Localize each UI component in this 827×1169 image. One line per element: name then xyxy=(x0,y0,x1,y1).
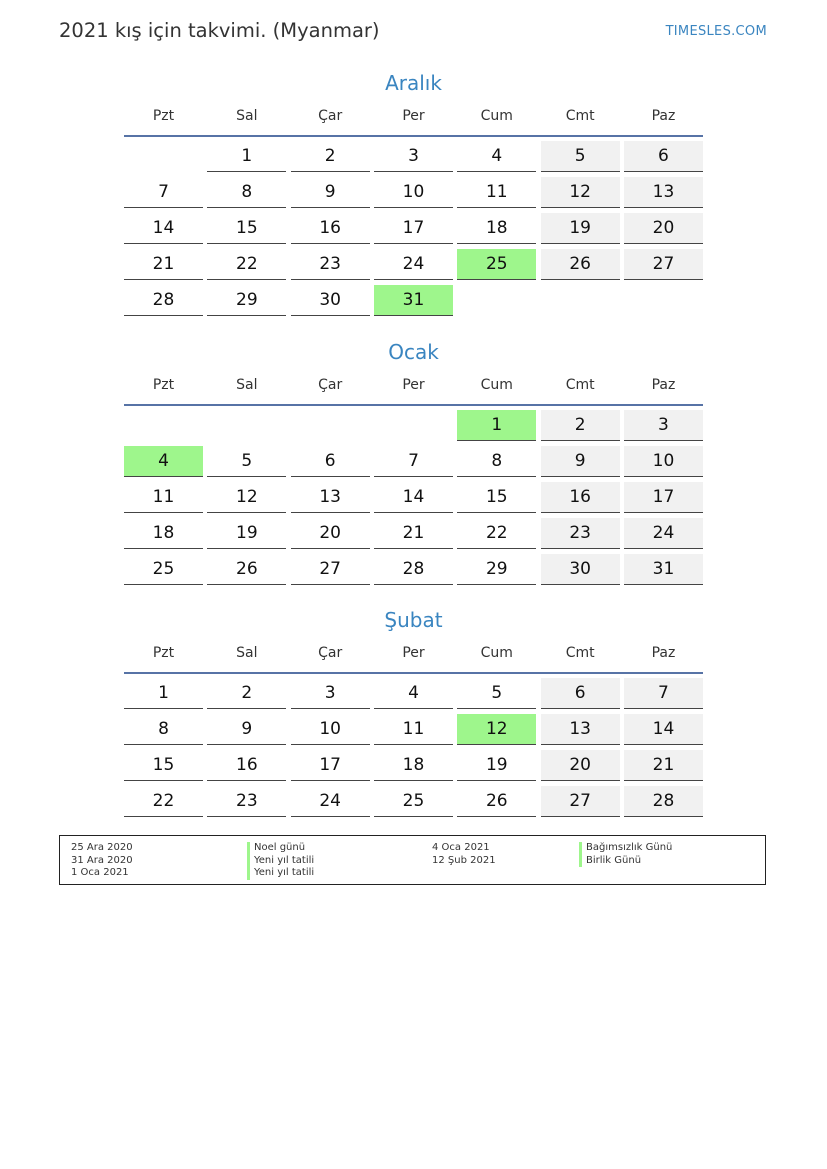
day-cell: 22 xyxy=(457,518,536,549)
weekday-label: Paz xyxy=(651,645,676,661)
week-row xyxy=(124,786,703,822)
legend-holiday-date: 1 Oca 2021 xyxy=(71,867,129,878)
day-cell: 2 xyxy=(207,678,286,709)
day-cell: 15 xyxy=(457,482,536,513)
day-cell: 8 xyxy=(124,714,203,745)
weekend-day-cell: 16 xyxy=(541,482,620,513)
weekend-day-cell: 13 xyxy=(541,714,620,745)
week-row xyxy=(124,750,703,786)
day-cell: 24 xyxy=(374,249,453,280)
legend-holiday-name: Bağımsızlık Günü xyxy=(579,842,672,855)
day-cell: 13 xyxy=(291,482,370,513)
weekday-label: Pzt xyxy=(152,377,175,393)
weekend-day-cell: 19 xyxy=(541,213,620,244)
weekday-label: Cmt xyxy=(565,108,595,124)
legend-holiday-date: 4 Oca 2021 xyxy=(432,842,490,853)
legend-holiday-name: Yeni yıl tatili xyxy=(247,867,314,880)
day-cell: 19 xyxy=(207,518,286,549)
day-cell: 8 xyxy=(457,446,536,477)
week-row xyxy=(124,285,703,321)
day-cell: 25 xyxy=(124,554,203,585)
weekend-day-cell: 31 xyxy=(624,554,703,585)
weekend-day-cell: 5 xyxy=(541,141,620,172)
legend-dates-col-1 xyxy=(71,842,133,880)
weekend-day-cell: 13 xyxy=(624,177,703,208)
day-cell: 21 xyxy=(374,518,453,549)
holiday-legend xyxy=(59,835,766,885)
weekend-day-cell: 7 xyxy=(624,678,703,709)
weekend-day-cell: 23 xyxy=(541,518,620,549)
day-cell: 9 xyxy=(207,714,286,745)
day-cell: 27 xyxy=(291,554,370,585)
day-cell: 21 xyxy=(124,249,203,280)
day-cell: 22 xyxy=(124,786,203,817)
weekday-label: Per xyxy=(402,645,425,661)
site-link[interactable]: TIMESLES.COM xyxy=(665,24,767,39)
day-cell: 7 xyxy=(124,177,203,208)
holiday-day-cell: 12 xyxy=(457,714,536,745)
weekday-label: Cum xyxy=(480,108,513,124)
day-cell: 19 xyxy=(457,750,536,781)
month-december xyxy=(124,69,703,321)
day-cell: 9 xyxy=(291,177,370,208)
day-cell: 7 xyxy=(374,446,453,477)
day-cell: 14 xyxy=(374,482,453,513)
legend-holiday-name: Birlik Günü xyxy=(579,855,672,868)
day-cell: 5 xyxy=(207,446,286,477)
weekday-header xyxy=(124,638,703,674)
week-row xyxy=(124,141,703,177)
day-cell: 6 xyxy=(291,446,370,477)
month-grid xyxy=(124,678,703,822)
day-cell: 25 xyxy=(374,786,453,817)
weekend-day-cell: 24 xyxy=(624,518,703,549)
day-cell: 10 xyxy=(374,177,453,208)
month-title: Şubat xyxy=(384,608,443,632)
day-cell: 4 xyxy=(374,678,453,709)
empty-day-cell xyxy=(124,410,203,441)
empty-day-cell xyxy=(624,285,703,316)
weekday-label: Çar xyxy=(318,108,343,124)
legend-holiday-date: 25 Ara 2020 xyxy=(71,842,133,853)
weekday-label: Sal xyxy=(236,108,258,124)
weekday-label: Per xyxy=(402,108,425,124)
weekend-day-cell: 3 xyxy=(624,410,703,441)
day-cell: 26 xyxy=(207,554,286,585)
day-cell: 11 xyxy=(374,714,453,745)
day-cell: 12 xyxy=(207,482,286,513)
week-row xyxy=(124,554,703,590)
day-cell: 16 xyxy=(291,213,370,244)
weekday-label: Cum xyxy=(480,377,513,393)
day-cell: 17 xyxy=(374,213,453,244)
holiday-day-cell: 25 xyxy=(457,249,536,280)
weekday-label: Paz xyxy=(651,108,676,124)
week-row xyxy=(124,213,703,249)
weekend-day-cell: 26 xyxy=(541,249,620,280)
month-grid xyxy=(124,141,703,321)
holiday-day-cell: 4 xyxy=(124,446,203,477)
day-cell: 15 xyxy=(207,213,286,244)
weekend-day-cell: 30 xyxy=(541,554,620,585)
month-grid xyxy=(124,410,703,590)
day-cell: 3 xyxy=(374,141,453,172)
day-cell: 1 xyxy=(124,678,203,709)
day-cell: 23 xyxy=(207,786,286,817)
weekend-day-cell: 28 xyxy=(624,786,703,817)
week-row xyxy=(124,678,703,714)
empty-day-cell xyxy=(124,141,203,172)
month-february xyxy=(124,606,703,822)
weekend-day-cell: 20 xyxy=(624,213,703,244)
day-cell: 20 xyxy=(291,518,370,549)
day-cell: 29 xyxy=(457,554,536,585)
weekday-label: Pzt xyxy=(152,108,175,124)
day-cell: 26 xyxy=(457,786,536,817)
month-january xyxy=(124,338,703,590)
weekday-label: Per xyxy=(402,377,425,393)
day-cell: 2 xyxy=(291,141,370,172)
legend-holiday-date: 31 Ara 2020 xyxy=(71,854,133,866)
weekday-label: Cmt xyxy=(565,377,595,393)
legend-holiday-name: Noel günü xyxy=(247,842,314,855)
day-cell: 18 xyxy=(124,518,203,549)
weekend-day-cell: 14 xyxy=(624,714,703,745)
week-row xyxy=(124,177,703,213)
legend-names-col-1 xyxy=(247,842,314,880)
day-cell: 4 xyxy=(457,141,536,172)
weekend-day-cell: 6 xyxy=(541,678,620,709)
month-title: Aralık xyxy=(385,71,442,95)
weekday-header xyxy=(124,370,703,406)
weekday-label: Çar xyxy=(318,377,343,393)
day-cell: 11 xyxy=(124,482,203,513)
week-row xyxy=(124,518,703,554)
day-cell: 18 xyxy=(374,750,453,781)
day-cell: 16 xyxy=(207,750,286,781)
day-cell: 23 xyxy=(291,249,370,280)
day-cell: 1 xyxy=(207,141,286,172)
week-row xyxy=(124,446,703,482)
legend-holiday-name: Yeni yıl tatili xyxy=(247,855,314,868)
empty-day-cell xyxy=(374,410,453,441)
weekday-label: Sal xyxy=(236,645,258,661)
weekday-label: Cmt xyxy=(565,645,595,661)
day-cell: 29 xyxy=(207,285,286,316)
weekend-day-cell: 20 xyxy=(541,750,620,781)
day-cell: 18 xyxy=(457,213,536,244)
weekend-day-cell: 21 xyxy=(624,750,703,781)
weekday-label: Çar xyxy=(318,645,343,661)
day-cell: 3 xyxy=(291,678,370,709)
weekday-header xyxy=(124,101,703,137)
day-cell: 28 xyxy=(374,554,453,585)
holiday-day-cell: 1 xyxy=(457,410,536,441)
day-cell: 10 xyxy=(291,714,370,745)
weekend-day-cell: 2 xyxy=(541,410,620,441)
empty-day-cell xyxy=(291,410,370,441)
weekend-day-cell: 27 xyxy=(541,786,620,817)
week-row xyxy=(124,482,703,518)
day-cell: 24 xyxy=(291,786,370,817)
empty-day-cell xyxy=(457,285,536,316)
day-cell: 5 xyxy=(457,678,536,709)
empty-day-cell xyxy=(541,285,620,316)
day-cell: 22 xyxy=(207,249,286,280)
day-cell: 30 xyxy=(291,285,370,316)
weekday-label: Cum xyxy=(480,645,513,661)
week-row xyxy=(124,249,703,285)
weekend-day-cell: 27 xyxy=(624,249,703,280)
empty-day-cell xyxy=(207,410,286,441)
day-cell: 15 xyxy=(124,750,203,781)
weekend-day-cell: 6 xyxy=(624,141,703,172)
week-row xyxy=(124,714,703,750)
weekday-label: Paz xyxy=(651,377,676,393)
day-cell: 8 xyxy=(207,177,286,208)
weekend-day-cell: 12 xyxy=(541,177,620,208)
weekend-day-cell: 10 xyxy=(624,446,703,477)
legend-names-col-2 xyxy=(579,842,672,867)
day-cell: 17 xyxy=(291,750,370,781)
day-cell: 14 xyxy=(124,213,203,244)
month-title: Ocak xyxy=(388,340,439,364)
week-row xyxy=(124,410,703,446)
legend-dates-col-2 xyxy=(432,842,496,867)
legend-holiday-date: 12 Şub 2021 xyxy=(432,854,496,866)
weekday-label: Sal xyxy=(236,377,258,393)
weekend-day-cell: 9 xyxy=(541,446,620,477)
weekend-day-cell: 17 xyxy=(624,482,703,513)
page-title: 2021 kış için takvimi. (Myanmar) xyxy=(59,19,380,42)
weekday-label: Pzt xyxy=(152,645,175,661)
holiday-day-cell: 31 xyxy=(374,285,453,316)
day-cell: 11 xyxy=(457,177,536,208)
day-cell: 28 xyxy=(124,285,203,316)
